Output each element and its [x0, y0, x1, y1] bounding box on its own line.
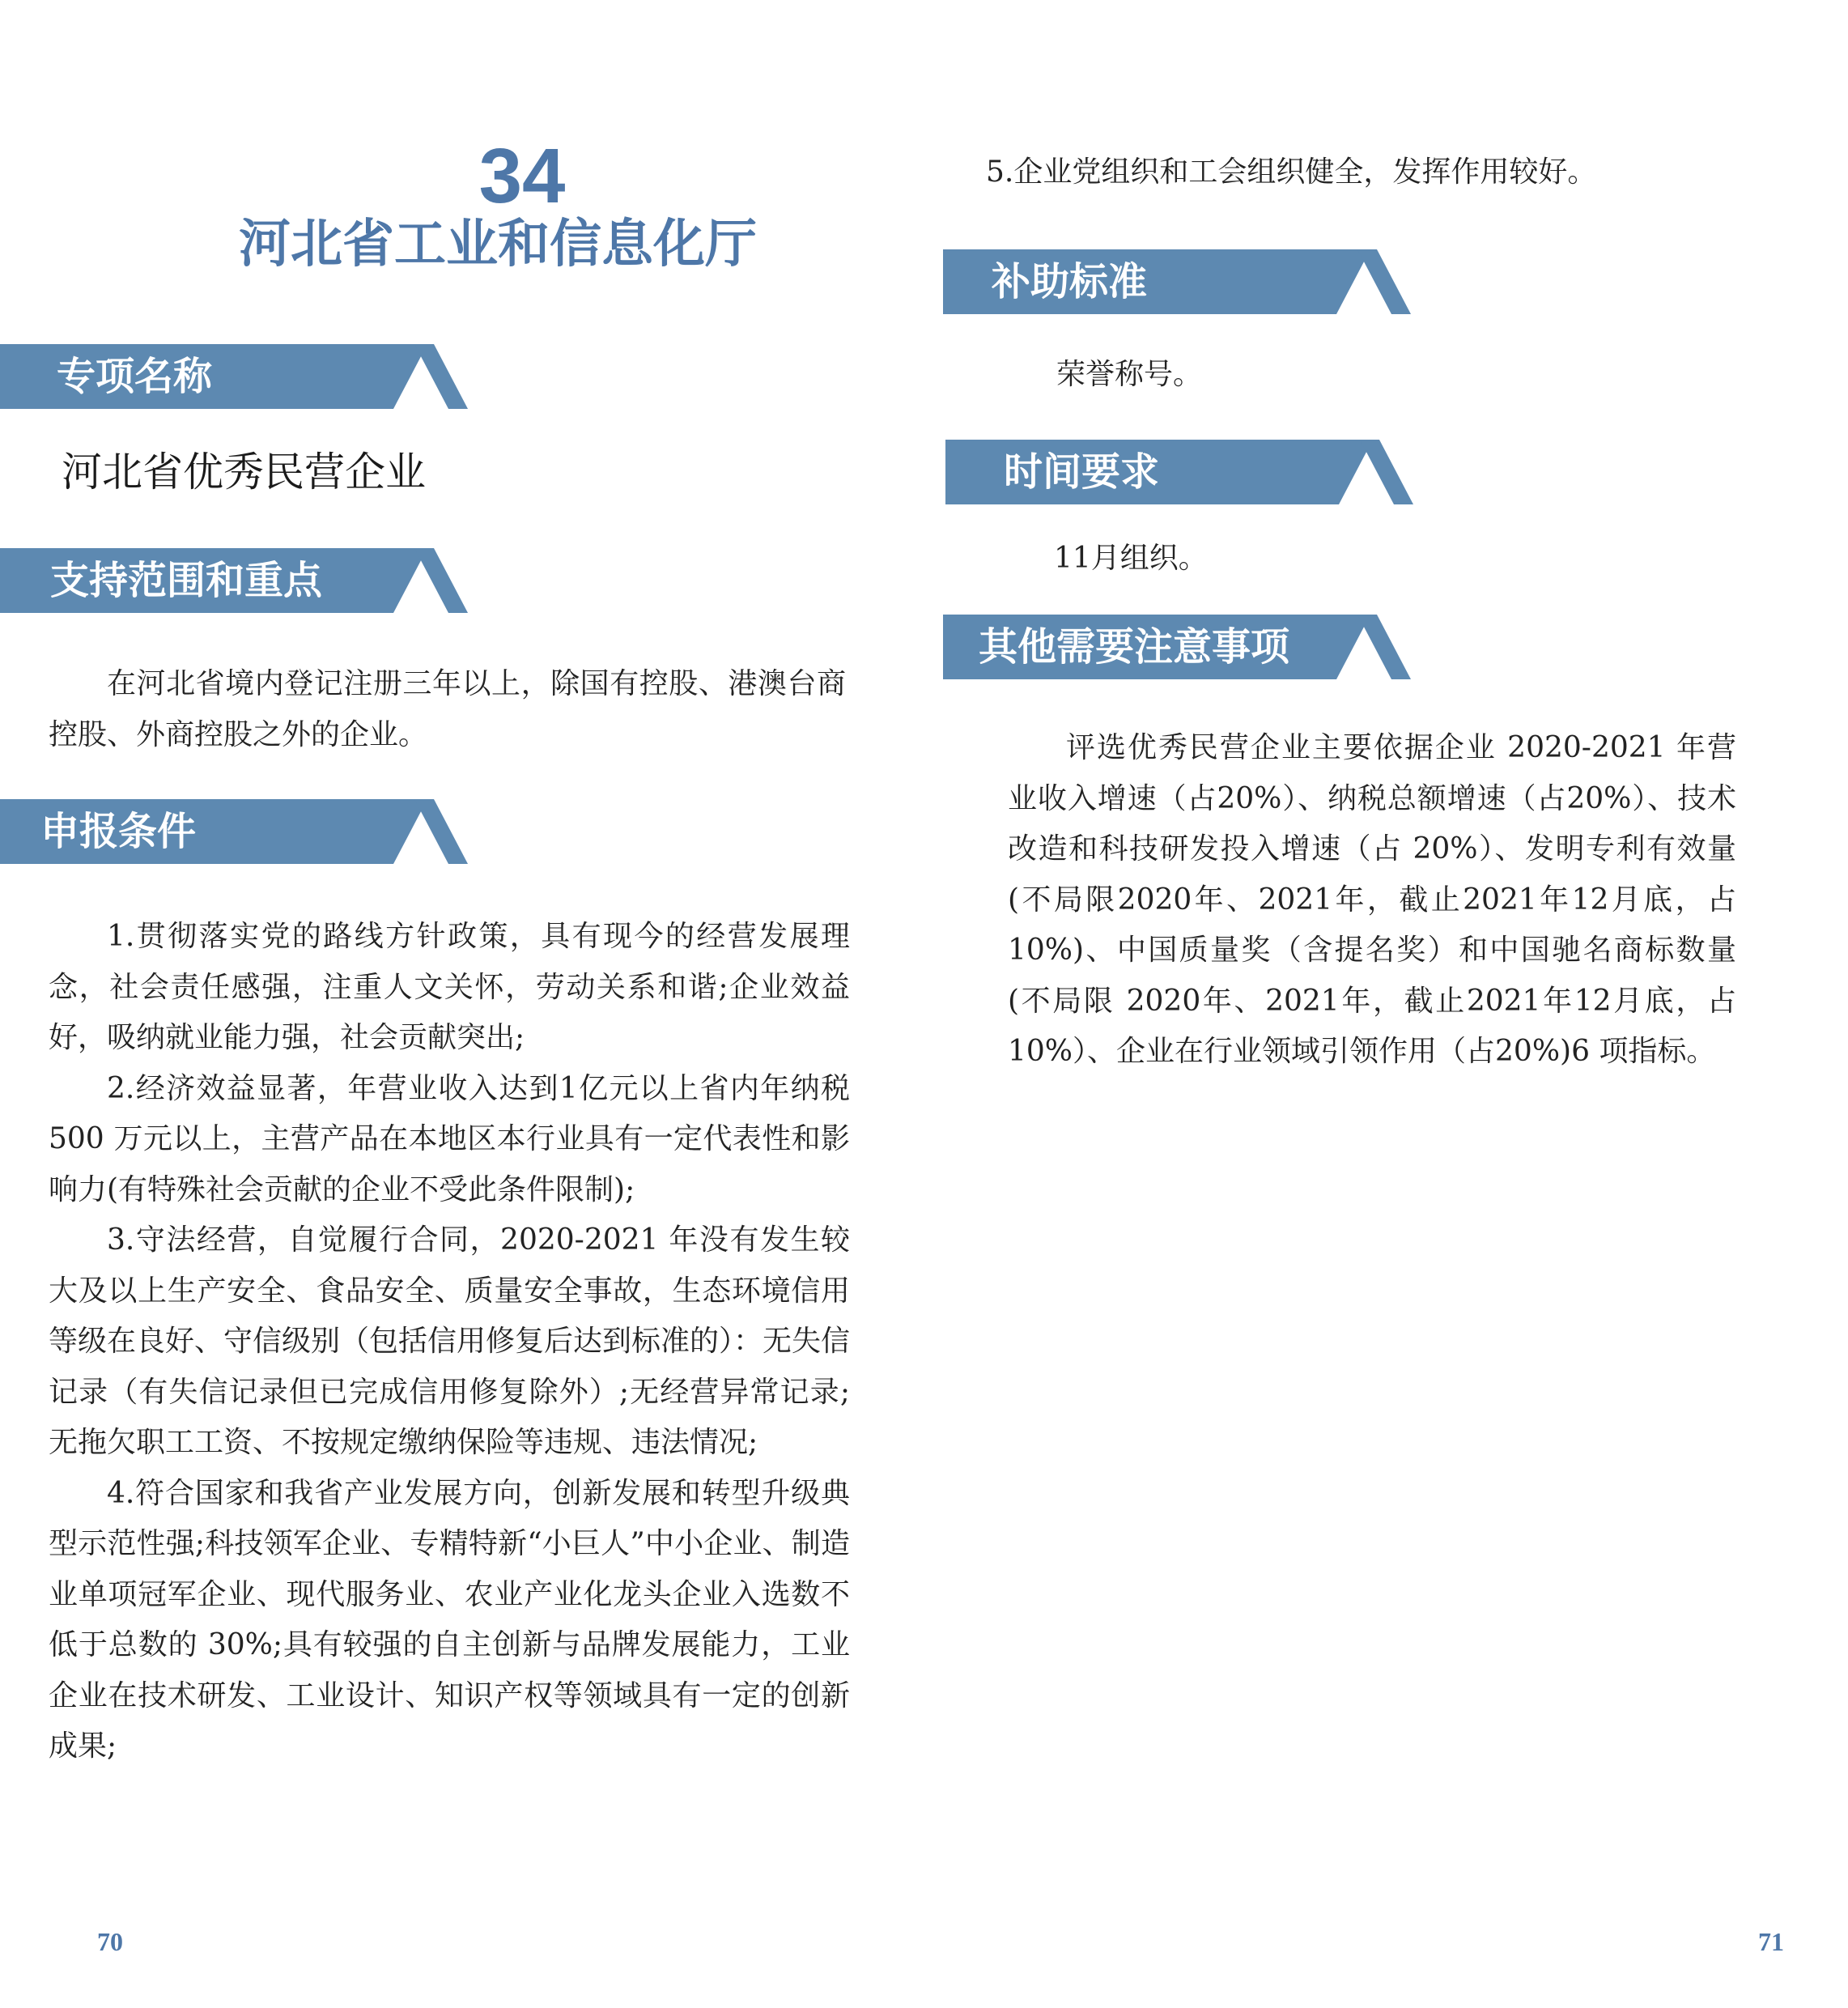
page-number-right: 71 — [1758, 1927, 1784, 1956]
scope-text-block — [49, 659, 846, 760]
conditions-list — [49, 912, 850, 1772]
scope-text: 在河北省境内登记注册三年以上，除国有控股、港澳台商控股、外商控股之外的企业。 — [49, 667, 846, 751]
notes-text-block — [1008, 723, 1736, 1078]
conditions-banner — [0, 799, 469, 864]
timing-text: 11月组织。 — [1054, 542, 1208, 575]
condition-item-2: 2.经济效益显著，年营业收入达到1亿元以上省内年纳税 500 万元以上，主营产品在本地区本行业具有一定代表性和影响力(有特殊社会贡献的企业不受此条件限制); — [49, 1071, 850, 1206]
scope-heading: 支持范围和重点 — [50, 558, 323, 603]
special-name-banner — [0, 344, 469, 409]
subsidy-banner — [943, 249, 1413, 314]
conditions-heading: 申报条件 — [40, 809, 197, 854]
subsidy-text-block — [1056, 350, 1785, 401]
condition-item-4: 4.符合国家和我省产业发展方向，创新发展和转型升级典型示范性强;科技领军企业、专精特新“小巨人”中小企业、制造业单项冠军企业、现代服务业、农业产业化龙头企业入选数不低于总数的 30%;具有较强的自主创新与品牌发展能力，工业企业在技术研发、工业设计、知识产权等领域具有一定的创新成果; — [49, 1476, 850, 1763]
timing-heading: 时间要求 — [1004, 449, 1160, 495]
special-name-heading: 专项名称 — [57, 354, 213, 399]
chapter-number: 34 — [478, 133, 566, 219]
condition-item-5-block — [986, 147, 1795, 198]
scope-banner — [0, 548, 469, 613]
notes-banner — [943, 615, 1413, 679]
timing-text-block — [1054, 534, 1782, 585]
department-title: 河北省工业和信息化厅 — [239, 215, 757, 274]
condition-item-5: 5.企业党组织和工会组织健全，发挥作用较好。 — [986, 155, 1597, 189]
condition-item-3: 3.守法经营，自觉履行合同，2020-2021 年没有发生较大及以上生产安全、食品安全、质量安全事故，生态环境信用等级在良好、守信级别（包括信用修复后达到标准的）：无失信记录（有失信记录但已完成信用修复除外）;无经营异常记录;无拖欠职工工资、不按规定缴纳保险等违规、违法情况; — [49, 1223, 851, 1459]
special-name-value: 河北省优秀民营企业 — [62, 449, 426, 496]
notes-heading: 其他需要注意事项 — [979, 624, 1290, 670]
timing-banner — [945, 440, 1415, 504]
notes-text: 评选优秀民营企业主要依据企业 2020-2021 年营业收入增速（占20%）、纳税总额增速（占20%）、技术改造和科技研发投入增速（占 20%）、发明专利有效量(不局限2020年、2021年，截止2021年12月底，占10%)、中国质量奖（含提名奖）和中国驰名商标数量(不局限 2020年、2021年，截止2021年12月底，占10%）、企业在行业领域引领作用（占20%)6 项指标。 — [1008, 731, 1736, 1068]
condition-item-1: 1.贯彻落实党的路线方针政策，具有现今的经营发展理念，社会责任感强，注重人文关怀，劳动关系和谐;企业效益好，吸纳就业能力强，社会贡献突出; — [49, 920, 850, 1054]
page-number-left: 70 — [97, 1927, 123, 1956]
subsidy-heading: 补助标准 — [992, 259, 1148, 304]
subsidy-text: 荣誉称号。 — [1056, 358, 1203, 391]
